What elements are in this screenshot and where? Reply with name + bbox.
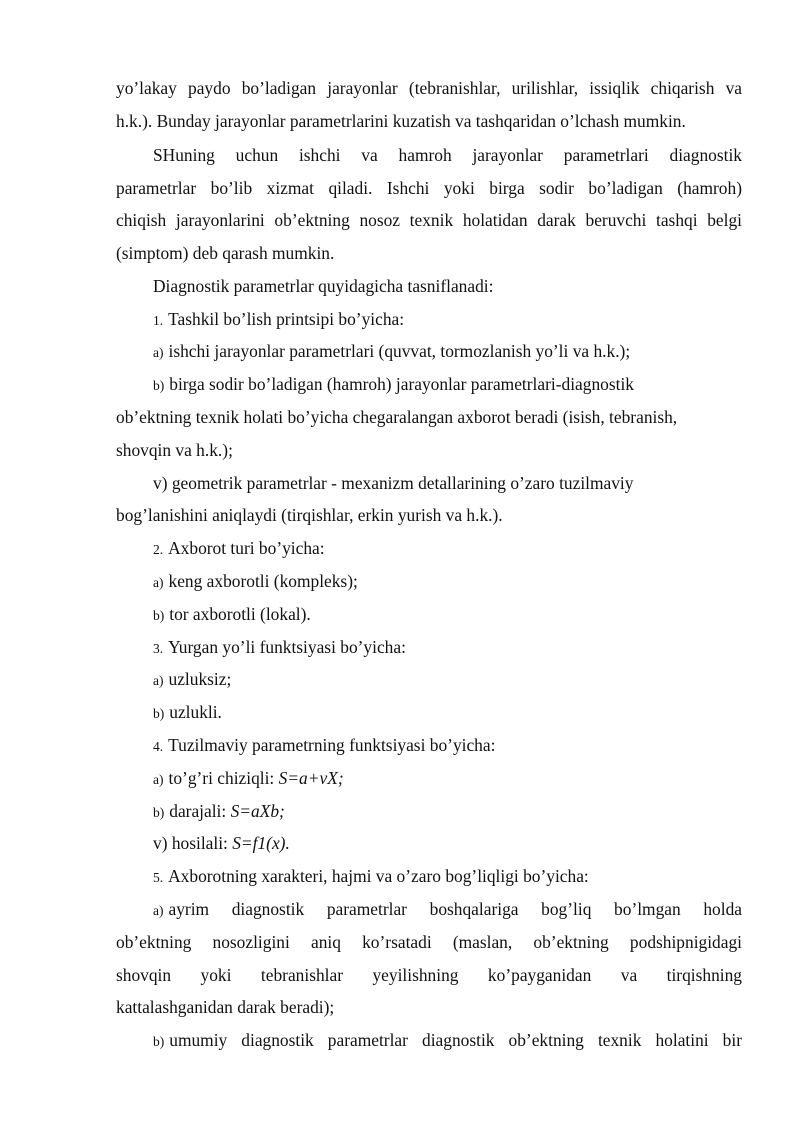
text-line: shovqin yoki tebranishlar yeyilishning ko’payganidan va tirqishning bbox=[116, 965, 742, 985]
list-item-text: v) hosilali: bbox=[153, 833, 233, 853]
list-item bbox=[153, 865, 742, 889]
list-item-text: Axborot turi bo’yicha: bbox=[168, 538, 325, 558]
list-item bbox=[153, 308, 742, 332]
list-marker: a) bbox=[153, 575, 164, 590]
list-item bbox=[153, 603, 742, 627]
list-marker: b) bbox=[153, 378, 165, 393]
text-line: chiqish jarayonlarini ob’ektning nosoz texnik holatidan darak beruvchi tashqi belgi bbox=[116, 210, 742, 230]
text-line: (simptom) deb qarash mumkin. bbox=[116, 243, 335, 263]
list-item-text: ayrim diagnostik parametrlar boshqalariga bog’liq bo’lmgan holda bbox=[168, 899, 742, 919]
list-marker: a) bbox=[153, 903, 164, 918]
list-item bbox=[153, 734, 742, 758]
text-line: shovqin va h.k.); bbox=[116, 440, 233, 460]
list-item-text: to’g’ri chiziqli: bbox=[168, 768, 279, 788]
text-line: bog’lanishini aniqlaydi (tirqishlar, erkin yurish va h.k.). bbox=[116, 505, 503, 525]
list-marker: b) bbox=[153, 1034, 165, 1049]
list-marker: 3. bbox=[153, 641, 164, 656]
list-item-text: umumiy diagnostik parametrlar diagnostik ob’ektning texnik holatini bir bbox=[169, 1030, 742, 1050]
list-item bbox=[153, 668, 742, 692]
list-item bbox=[153, 767, 742, 791]
list-item-text: Axborotning xarakteri, hajmi va o’zaro bog’liqligi bo’yicha: bbox=[168, 866, 589, 886]
list-item bbox=[153, 340, 742, 364]
list-item-text: birga sodir bo’ladigan (hamroh) jarayonlar parametrlari-diagnostik bbox=[169, 374, 634, 394]
list-marker: 1. bbox=[153, 313, 164, 328]
list-marker: 4. bbox=[153, 739, 164, 754]
list-marker: b) bbox=[153, 608, 165, 623]
list-item-text: keng axborotli (kompleks); bbox=[168, 571, 358, 591]
list-item-text: tor axborotli (lokal). bbox=[169, 604, 311, 624]
list-item-text: ishchi jarayonlar parametrlari (quvvat, tormozlanish yo’li va h.k.); bbox=[168, 341, 631, 361]
list-item bbox=[153, 636, 742, 660]
list-item-text: Yurgan yo’li funktsiyasi bo’yicha: bbox=[168, 637, 406, 657]
list-marker: 2. bbox=[153, 542, 164, 557]
formula: S=a+vX; bbox=[278, 768, 344, 788]
text-line: kattalashganidan darak beradi); bbox=[116, 997, 335, 1017]
list-item bbox=[153, 800, 742, 824]
list-item bbox=[153, 537, 742, 561]
list-marker: b) bbox=[153, 805, 165, 820]
text-line: parametrlar bo’lib xizmat qiladi. Ishchi yoki birga sodir bo’ladigan (hamroh) bbox=[116, 178, 742, 198]
text-line: Diagnostik parametrlar quyidagicha tasniflanadi: bbox=[153, 276, 494, 296]
text-line: h.k.). Bunday jarayonlar parametrlarini kuzatish va tashqaridan o’lchash mumkin. bbox=[116, 111, 686, 131]
formula: S=aXb; bbox=[230, 801, 285, 821]
list-item bbox=[153, 898, 742, 922]
list-marker: a) bbox=[153, 673, 164, 688]
list-item-text: uzlukli. bbox=[169, 702, 222, 722]
list-marker: a) bbox=[153, 345, 164, 360]
list-item-text: Tashkil bo’lish printsipi bo’yicha: bbox=[168, 309, 405, 329]
list-item bbox=[153, 832, 742, 854]
list-marker: a) bbox=[153, 772, 164, 787]
list-item bbox=[153, 472, 742, 494]
text-line: yo’lakay paydo bo’ladigan jarayonlar (tebranishlar, urilishlar, issiqlik chiqarish va bbox=[116, 78, 742, 98]
list-item bbox=[153, 701, 742, 725]
list-marker: b) bbox=[153, 706, 165, 721]
list-marker: 5. bbox=[153, 870, 164, 885]
text-line: SHuning uchun ishchi va hamroh jarayonlar parametrlari diagnostik bbox=[153, 145, 742, 165]
list-item-text: v) geometrik parametrlar - mexanizm detallarining o’zaro tuzilmaviy bbox=[153, 473, 634, 493]
formula: S=f1(x). bbox=[232, 833, 290, 853]
list-item bbox=[153, 570, 742, 594]
list-item bbox=[153, 1029, 742, 1053]
list-item-text: darajali: bbox=[169, 801, 231, 821]
list-item bbox=[153, 373, 742, 397]
list-item-text: Tuzilmaviy parametrning funktsiyasi bo’yicha: bbox=[168, 735, 496, 755]
text-line: ob’ektning nosozligini aniq ko’rsatadi (maslan, ob’ektning podshipnigidagi bbox=[116, 932, 742, 952]
list-item-text: uzluksiz; bbox=[168, 669, 232, 689]
text-line: ob’ektning texnik holati bo’yicha chegaralangan axborot beradi (isish, tebranish, bbox=[116, 407, 678, 427]
